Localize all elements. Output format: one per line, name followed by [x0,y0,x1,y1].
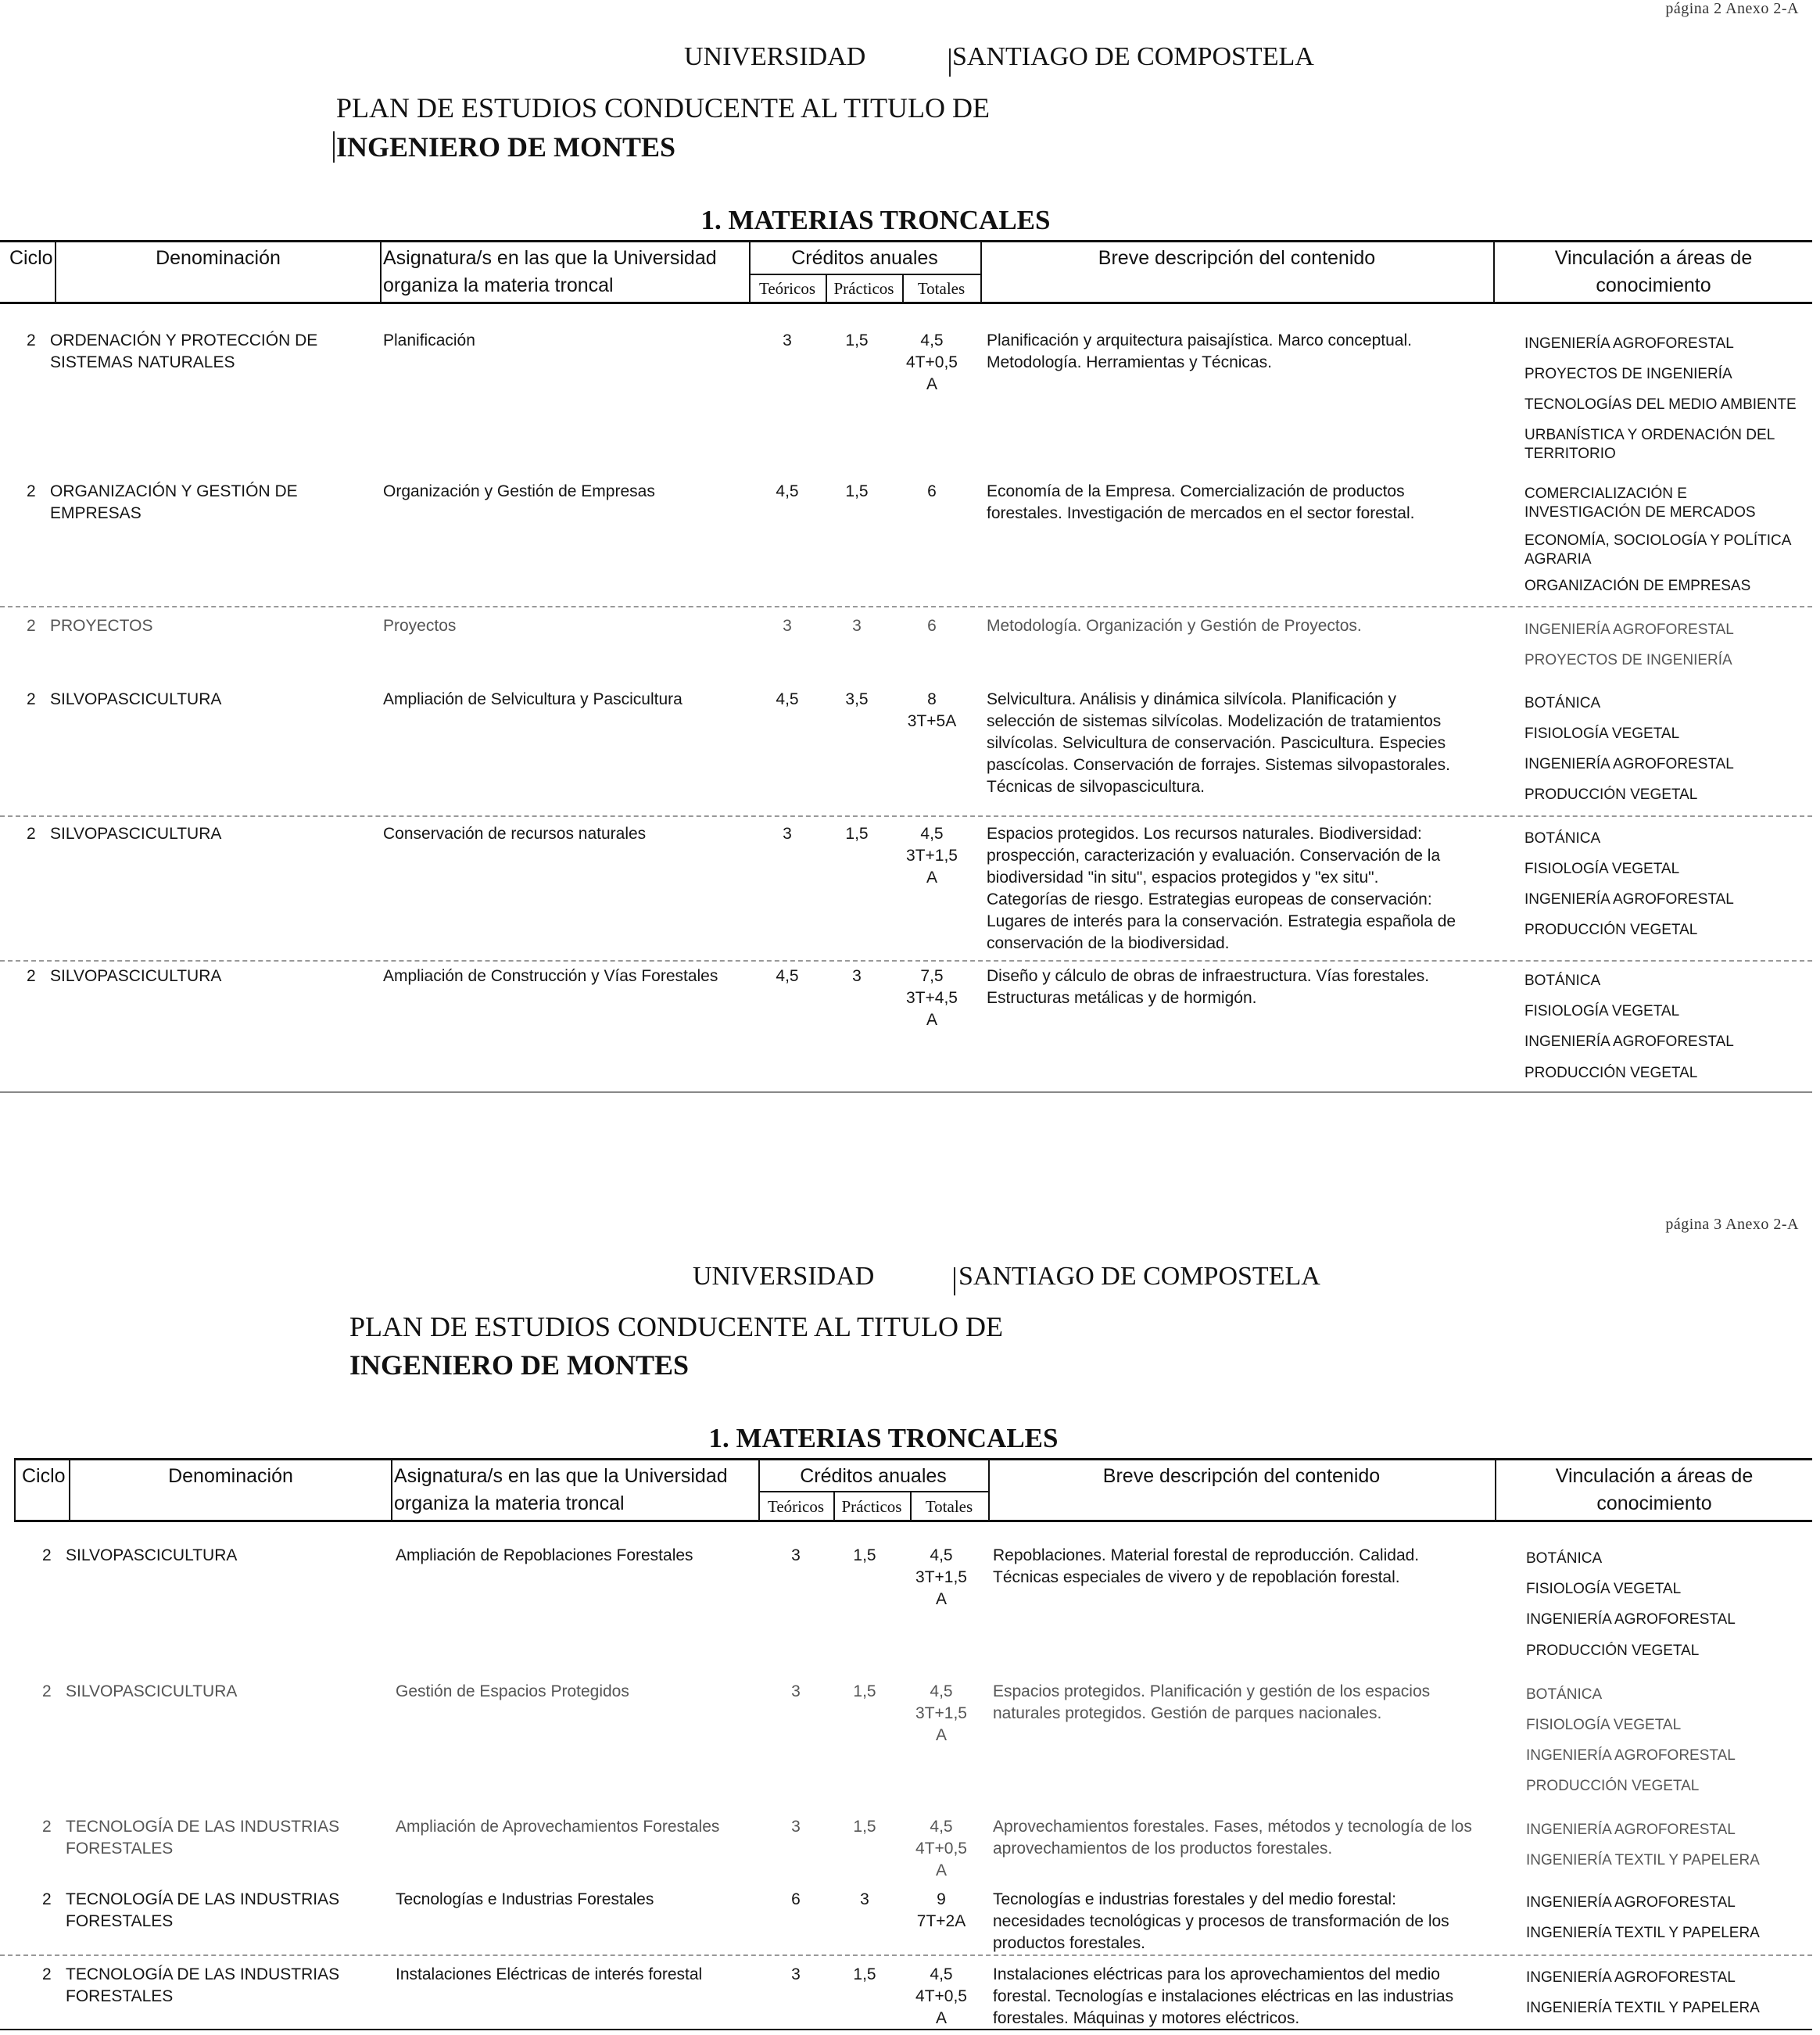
header-asignatura-2: organiza la materia troncal [383,274,614,296]
row-denominacion: SILVOPASCICULTURA [50,967,222,985]
row-area: PRODUCCIÓN VEGETAL [1526,1778,1700,1794]
row-totales-suffix: A [935,1726,947,1744]
section-title: 1. MATERIAS TRONCALES [708,1423,1059,1453]
row-asignatura: Ampliación de Repoblaciones Forestales [396,1546,693,1564]
row-area: INGENIERÍA AGROFORESTAL [1524,622,1734,638]
row-area: BOTÁNICA [1526,1550,1603,1567]
row-ciclo: 2 [42,1546,52,1564]
row-teoricos: 4,5 [776,967,799,985]
row-totales-split: 4T+0,5 [915,1840,967,1858]
header-denominacion: Denominación [156,247,281,269]
row-asignatura: Instalaciones Eléctricas de interés forestal [396,1965,703,1983]
row-descripcion-line: naturales protegidos. Gestión de parques nacionales. [993,1704,1382,1722]
row-ciclo: 2 [42,1682,52,1700]
row-descripcion: Economía de la Empresa. Comercialización de productos [987,482,1405,500]
row-totales: 6 [927,617,937,635]
row-descripcion-line: Categorías de riesgo. Estrategias europeas de conservación: [987,890,1432,908]
row-denominacion-line: FORESTALES [66,1987,174,2005]
header-denominacion: Denominación [168,1465,293,1487]
row-teoricos: 3 [783,825,792,843]
row-totales-suffix: A [935,2009,947,2027]
degree-title: INGENIERO DE MONTES [336,131,676,163]
header-asignatura-2: organiza la materia troncal [394,1492,625,1514]
university-label: UNIVERSIDAD [693,1262,875,1291]
row-totales-suffix: A [935,1861,947,1879]
row-totales: 4,5 [930,1965,953,1983]
row-totales-split: 3T+1,5 [915,1704,967,1722]
row-totales-suffix: A [926,1011,937,1029]
page-label: página 3 Anexo 2-A [1665,1216,1799,1233]
row-totales: 6 [927,482,937,500]
row-denominacion-line: SISTEMAS NATURALES [50,353,235,371]
row-teoricos: 3 [791,1682,801,1700]
row-asignatura: Ampliación de Aprovechamientos Forestales [396,1818,720,1836]
row-practicos: 1,5 [853,1818,876,1836]
row-teoricos: 3 [791,1965,801,1983]
row-practicos: 3 [852,617,862,635]
row-ciclo: 2 [27,617,36,635]
row-area: ORGANIZACIÓN DE EMPRESAS [1524,578,1751,594]
row-asignatura: Organización y Gestión de Empresas [383,482,655,500]
row-denominacion: ORGANIZACIÓN Y GESTIÓN DE [50,482,298,500]
row-descripcion: Espacios protegidos. Planificación y gestión de los espacios [993,1682,1431,1700]
row-practicos: 3,5 [845,690,869,708]
row-descripcion: Instalaciones eléctricas para los aprovechamientos del medio [993,1965,1440,1983]
university-name: SANTIAGO DE COMPOSTELA [958,1262,1320,1291]
row-asignatura: Gestión de Espacios Protegidos [396,1682,629,1700]
row-area: FISIOLOGÍA VEGETAL [1524,861,1680,877]
row-practicos: 1,5 [845,331,869,349]
header-top-rule [14,1458,1812,1460]
university-label: UNIVERSIDAD [684,42,866,71]
row-totales-split: 3T+1,5 [915,1568,967,1586]
row-totales: 7,5 [920,967,944,985]
row-descripcion-line: Técnicas de silvopascicultura. [987,778,1205,796]
row-area: FISIOLOGÍA VEGETAL [1526,1717,1682,1733]
row-area: INGENIERÍA TEXTIL Y PAPELERA [1526,1925,1760,1941]
header-vinculacion-2: conocimiento [1596,274,1711,296]
row-practicos: 3 [852,967,862,985]
row-descripcion: Diseño y cálculo de obras de infraestructura. Vías forestales. [987,967,1430,985]
page-label: página 2 Anexo 2-A [1665,0,1799,17]
row-totales-suffix: A [935,1590,947,1608]
row-practicos: 1,5 [853,1965,876,1983]
row-practicos: 1,5 [845,482,869,500]
row-descripcion-line: selección de sistemas silvícolas. Modelización de tratamientos [987,712,1442,730]
row-totales-split: 7T+2A [916,1912,966,1930]
row-area: PRODUCCIÓN VEGETAL [1526,1643,1700,1659]
row-area: INGENIERÍA AGROFORESTAL [1524,756,1734,772]
header-creditos: Créditos anuales [791,247,938,269]
row-descripcion-line: forestales. Investigación de mercados en el sector forestal. [987,504,1415,522]
header-practicos: Prácticos [833,279,894,298]
row-totales-split: 4T+0,5 [915,1987,967,2005]
row-descripcion: Repoblaciones. Material forestal de reproducción. Calidad. [993,1546,1420,1564]
header-descripcion: Breve descripción del contenido [1098,247,1376,269]
row-descripcion: Planificación y arquitectura paisajística. Marco conceptual. [987,331,1412,349]
row-totales: 4,5 [920,825,944,843]
row-asignatura: Planificación [383,331,475,349]
row-descripcion: Aprovechamientos forestales. Fases, métodos y tecnología de los [993,1818,1472,1836]
header-practicos: Prácticos [841,1497,902,1516]
row-teoricos: 4,5 [776,690,799,708]
row-asignatura: Ampliación de Construcción y Vías Forestales [383,967,718,985]
row-denominacion: TECNOLOGÍA DE LAS INDUSTRIAS [66,1890,340,1908]
row-denominacion: SILVOPASCICULTURA [66,1546,238,1564]
bracket-mark [954,1267,955,1295]
row-ciclo: 2 [27,825,36,843]
degree-title: INGENIERO DE MONTES [349,1349,690,1381]
bracket-mark [333,131,335,163]
row-area: BOTÁNICA [1524,830,1601,847]
row-denominacion-line: FORESTALES [66,1840,174,1858]
row-area: FISIOLOGÍA VEGETAL [1524,1003,1680,1019]
row-ciclo: 2 [42,1965,52,1983]
section-title: 1. MATERIAS TRONCALES [700,205,1051,235]
plan-title: PLAN DE ESTUDIOS CONDUCENTE AL TITULO DE [336,92,990,124]
plan-title: PLAN DE ESTUDIOS CONDUCENTE AL TITULO DE [349,1311,1003,1342]
row-practicos: 1,5 [853,1682,876,1700]
credits-subrule [758,1491,988,1492]
header-totales: Totales [925,1497,973,1516]
row-totales-suffix: A [926,375,937,393]
university-name: SANTIAGO DE COMPOSTELA [952,42,1314,71]
row-denominacion-line: EMPRESAS [50,504,142,522]
row-asignatura: Tecnologías e Industrias Forestales [396,1890,654,1908]
row-descripcion-line: forestales. Máquinas y motores eléctricos. [993,2009,1300,2027]
header-creditos: Créditos anuales [800,1465,947,1487]
row-area: URBANÍSTICA Y ORDENACIÓN DEL TERRITORIO [1524,427,1775,462]
row-practicos: 1,5 [853,1546,876,1564]
row-divider [0,1954,1812,1956]
header-ciclo: Ciclo [22,1465,66,1487]
header-vinculacion-2: conocimiento [1596,1492,1712,1514]
row-area: ECONOMÍA, SOCIOLOGÍA Y POLÍTICA AGRARIA [1524,532,1791,568]
col-divider [391,1460,392,1520]
row-totales-split: 3T+5A [907,712,957,730]
row-totales-split: 3T+4,5 [906,989,958,1007]
row-area: TECNOLOGÍAS DEL MEDIO AMBIENTE [1524,396,1797,413]
row-denominacion: SILVOPASCICULTURA [50,825,222,843]
row-teoricos: 3 [791,1546,801,1564]
row-ciclo: 2 [27,482,36,500]
row-practicos: 3 [860,1890,869,1908]
table-bottom-rule [0,1091,1812,1093]
row-denominacion: PROYECTOS [50,617,153,635]
row-totales: 9 [937,1890,946,1908]
row-denominacion: TECNOLOGÍA DE LAS INDUSTRIAS [66,1818,340,1836]
col-divider [380,242,382,302]
row-asignatura: Proyectos [383,617,457,635]
row-denominacion: TECNOLOGÍA DE LAS INDUSTRIAS [66,1965,340,1983]
row-descripcion-line: forestal. Tecnologías e instalaciones eléctricas en las industrias [993,1987,1454,2005]
row-area: INGENIERÍA AGROFORESTAL [1526,1894,1736,1911]
row-teoricos: 3 [783,331,792,349]
row-descripcion-line: pascícolas. Conservación de forrajes. Sistemas silvopastorales. [987,756,1450,774]
row-descripcion: Metodología. Organización y Gestión de Proyectos. [987,617,1362,635]
header-bottom-rule [0,302,1812,304]
row-teoricos: 3 [791,1818,801,1836]
row-denominacion: ORDENACIÓN Y PROTECCIÓN DE [50,331,318,349]
row-ciclo: 2 [27,690,36,708]
row-area: COMERCIALIZACIÓN E INVESTIGACIÓN DE MERCADOS [1524,485,1756,521]
row-area: INGENIERÍA AGROFORESTAL [1524,1034,1734,1050]
header-vinculacion: Vinculación a áreas de [1555,1465,1754,1487]
header-vinculacion: Vinculación a áreas de [1554,247,1753,269]
row-descripcion-line: biodiversidad "in situ", espacios protegidos y "ex situ". [987,869,1379,887]
bracket-mark [949,48,951,77]
row-descripcion-line: productos forestales. [993,1934,1145,1952]
row-totales-suffix: A [926,869,937,887]
row-practicos: 1,5 [845,825,869,843]
row-descripcion: Selvicultura. Análisis y dinámica silvícola. Planificación y [987,690,1397,708]
row-descripcion-line: Metodología. Herramientas y Técnicas. [987,353,1272,371]
row-area: INGENIERÍA AGROFORESTAL [1526,1747,1736,1764]
header-teoricos: Teóricos [758,279,815,298]
row-area: PRODUCCIÓN VEGETAL [1524,1065,1698,1081]
row-area: INGENIERÍA TEXTIL Y PAPELERA [1526,1852,1760,1868]
row-ciclo: 2 [42,1818,52,1836]
row-area: INGENIERÍA AGROFORESTAL [1526,1611,1736,1628]
header-totales: Totales [917,279,966,298]
row-descripcion-line: conservación de la biodiversidad. [987,934,1230,952]
row-teoricos: 3 [783,617,792,635]
row-divider [0,815,1812,817]
row-area: BOTÁNICA [1524,973,1601,989]
header-asignatura: Asignatura/s en las que la Universidad [383,247,717,269]
row-descripcion: Tecnologías e industrias forestales y del medio forestal: [993,1890,1396,1908]
row-area: PRODUCCIÓN VEGETAL [1524,922,1698,938]
row-denominacion: SILVOPASCICULTURA [50,690,222,708]
row-divider [0,960,1812,962]
row-area: INGENIERÍA TEXTIL Y PAPELERA [1526,2000,1760,2016]
row-area: BOTÁNICA [1526,1686,1603,1703]
table-bottom-rule [0,2029,1812,2030]
row-area: FISIOLOGÍA VEGETAL [1524,726,1680,742]
row-asignatura: Ampliación de Selvicultura y Pascicultura [383,690,682,708]
row-area: BOTÁNICA [1524,695,1601,711]
row-ciclo: 2 [42,1890,52,1908]
row-totales: 4,5 [930,1682,953,1700]
row-denominacion-line: FORESTALES [66,1912,174,1930]
row-divider [0,606,1812,607]
row-area: PROYECTOS DE INGENIERÍA [1524,366,1732,382]
row-area: INGENIERÍA AGROFORESTAL [1526,1822,1736,1838]
row-descripcion-line: Técnicas especiales de vivero y de repoblación forestal. [993,1568,1400,1586]
row-totales: 8 [927,690,937,708]
row-descripcion-line: prospección, caracterización y evaluación. Conservación de la [987,847,1441,865]
row-totales: 4,5 [930,1546,953,1564]
document-page [0,1216,1820,2035]
row-asignatura: Conservación de recursos naturales [383,825,647,843]
row-area: PRODUCCIÓN VEGETAL [1524,786,1698,803]
row-totales-split: 4T+0,5 [906,353,958,371]
row-totales: 4,5 [920,331,944,349]
header-teoricos: Teóricos [767,1497,824,1516]
row-area: FISIOLOGÍA VEGETAL [1526,1581,1682,1597]
row-descripcion: Espacios protegidos. Los recursos naturales. Biodiversidad: [987,825,1422,843]
row-ciclo: 2 [27,967,36,985]
row-teoricos: 4,5 [776,482,799,500]
row-denominacion: SILVOPASCICULTURA [66,1682,238,1700]
row-area: PROYECTOS DE INGENIERÍA [1524,652,1732,668]
row-area: INGENIERÍA AGROFORESTAL [1524,891,1734,908]
row-totales-split: 3T+1,5 [906,847,958,865]
row-area: INGENIERÍA AGROFORESTAL [1526,1969,1736,1986]
header-asignatura: Asignatura/s en las que la Universidad [394,1465,728,1487]
row-descripcion-line: Estructuras metálicas y de hormigón. [987,989,1257,1007]
row-descripcion-line: necesidades tecnológicas y procesos de transformación de los [993,1912,1449,1930]
row-descripcion-line: Lugares de interés para la conservación. Estrategia española de [987,912,1456,930]
row-totales: 4,5 [930,1818,953,1836]
header-ciclo: Ciclo [9,247,53,269]
header-descripcion: Breve descripción del contenido [1102,1465,1381,1487]
row-descripcion-line: aprovechamientos de los productos forestales. [993,1840,1333,1858]
header-top-rule [0,240,1812,242]
header-bottom-rule [14,1520,1812,1522]
col-divider [14,1458,16,1521]
row-teoricos: 6 [791,1890,801,1908]
row-area: INGENIERÍA AGROFORESTAL [1524,335,1734,352]
row-ciclo: 2 [27,331,36,349]
credits-subrule [749,274,980,275]
row-descripcion-line: silvícolas. Selvicultura de conservación. Pascicultura. Especies [987,734,1446,752]
